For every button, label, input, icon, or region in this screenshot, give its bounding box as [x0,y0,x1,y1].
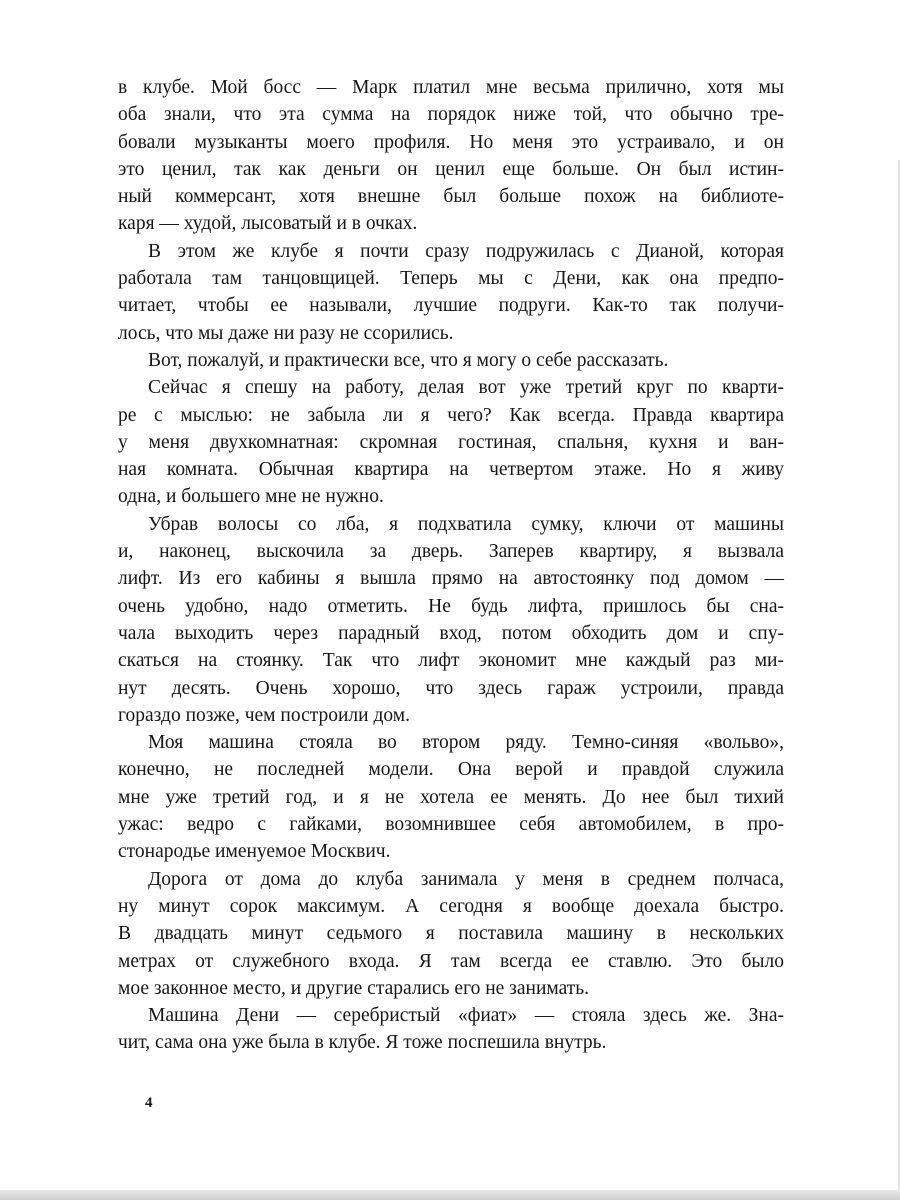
text-line: очень удобно, надо отметить. Не будь лифта, пришлось бы сна- [118,595,784,617]
text-line: Дорога от дома до клуба занимала у меня в среднем полчаса, [148,868,784,890]
text-line: в клубе. Мой босс — Марк платил мне весьма прилично, хотя мы [118,77,784,98]
text-line: каря — худой, лысоватый и в очках. [118,213,418,235]
text-line: Убрав волосы со лба, я подхватила сумку, ключи от машины [148,513,784,535]
text-line: чала выходить через парадный вход, потом обходить дом и спу- [118,622,784,644]
paragraph [118,1002,784,1057]
text-line: В этом же клубе я почти сразу подружилась с Дианой, которая [148,240,784,262]
text-line: это ценил, так как деньги он ценил еще больше. Он был истин- [118,158,784,180]
paragraph [118,511,784,729]
text-line: и, наконец, выскочила за дверь. Заперев квартиру, я вызвала [118,541,784,563]
text-line: лось, что мы даже ни разу не ссорились. [118,322,454,344]
text-line: мне уже третий год, и я не хотела ее менять. До нее был тихий [118,786,784,808]
text-line: у меня двухкомнатная: скромная гостиная, спальня, кухня и ван- [118,431,784,453]
text-line: стонародье именуемое Москвич. [118,841,391,863]
text-line: Вот, пожалуй, и практически все, что я могу о себе рассказать. [148,349,669,371]
text-line: конечно, не последней модели. Она верой и правдой служила [118,759,784,781]
text-line: бовали музыканты моего профиля. Но меня это устраивало, и он [118,131,784,153]
text-line: читает, чтобы ее называли, лучшие подруги. Как-то так получи- [118,295,784,317]
text-line: В двадцать минут седьмого я поставила машину в нескольких [118,923,784,945]
text-line: гораздо позже, чем построили дом. [118,704,410,726]
page-number: 4 [145,1095,153,1111]
text-column [118,74,784,1057]
text-line: Сейчас я спешу на работу, делая вот уже третий круг по кварти- [148,377,784,399]
paragraph [118,74,784,238]
text-line: мое законное место, и другие старались его не занимать. [118,977,590,999]
text-line: Моя машина стояла во втором ряду. Темно-синяя «вольво», [148,732,784,754]
text-line: ре с мыслью: не забыла ли я чего? Как всегда. Правда квартира [118,404,784,426]
text-line: ная комната. Обычная квартира на четвертом этаже. Но я живу [118,459,784,481]
text-line: скаться на стоянку. Так что лифт экономит мне каждый раз ми- [118,650,784,672]
paragraph [118,238,784,347]
paragraph [118,866,784,1002]
text-line: работала там танцовщицей. Теперь мы с Дени, как она предпо- [118,268,784,290]
paragraph [118,729,784,865]
text-line: нут десять. Очень хорошо, что здесь гараж устроили, правда [118,677,784,699]
text-line: ный коммерсант, хотя внешне был больше похож на библиоте- [118,186,784,208]
text-line: ужас: ведро с гайками, возомнившее себя автомобилем, в про- [118,814,784,836]
text-line: Машина Дени — серебристый «фиат» — стояла здесь же. Зна- [148,1005,784,1027]
paragraph [118,374,784,510]
text-line: лифт. Из его кабины я вышла прямо на автостоянку под домом — [118,568,784,590]
page-edge-bottom [0,1190,900,1200]
text-line: оба знали, что эта сумма на порядок ниже той, что обычно тре- [118,104,784,126]
paragraph [118,347,784,374]
text-line: метрах от служебного входа. Я там всегда ее ставлю. Это было [118,950,784,972]
text-line: чит, сама она уже была в клубе. Я тоже поспешила внутрь. [118,1032,607,1054]
text-line: ну минут сорок максимум. А сегодня я вообще доехала быстро. [118,895,784,917]
text-line: одна, и большего мне не нужно. [118,486,384,508]
